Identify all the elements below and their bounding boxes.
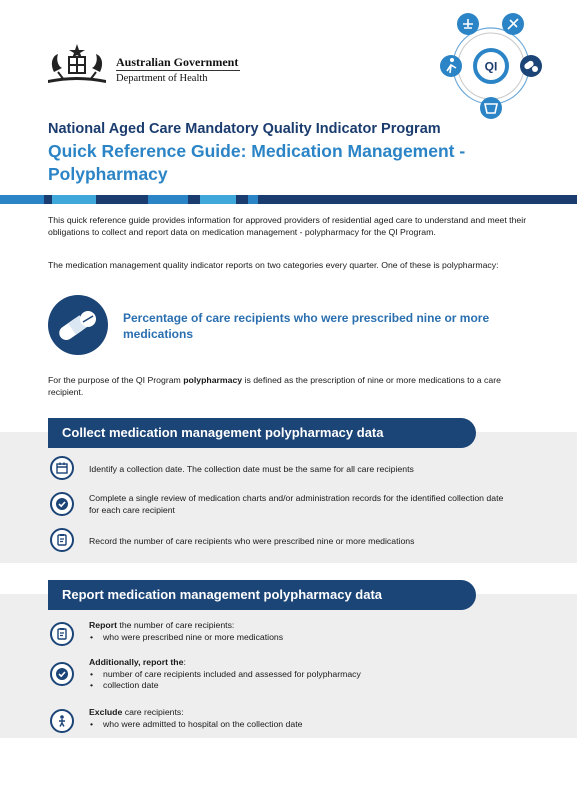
- government-name: Australian Government: [116, 55, 239, 69]
- guide-title: Quick Reference Guide: Medication Management - Polypharmacy: [48, 141, 466, 184]
- indicator-callout: Percentage of care recipients who were prescribed nine or more medications: [123, 311, 490, 341]
- qi-program-graphic: [436, 10, 546, 122]
- collect-step-3: Record the number of care recipients who were prescribed nine or more medications: [89, 536, 415, 546]
- list-item: • who were prescribed nine or more medications: [89, 632, 509, 644]
- clipboard-icon: [50, 528, 74, 552]
- intro-paragraph: This quick reference guide provides information for approved providers of residential aged care to understand and meet their obligations to collect and report data on medication management - polypharmacy for the QI Program.: [48, 215, 527, 237]
- definition-paragraph: For the purpose of the QI Program polypharmacy is defined as the prescription of nine or more medications to a care recipient.: [48, 375, 501, 397]
- falls-icon: [440, 55, 462, 77]
- header-stripe: [0, 195, 577, 204]
- list-item: • collection date: [89, 680, 509, 692]
- checkmark-icon: [50, 662, 74, 686]
- report-item-2: Additionally, report the: • number of care recipients included and assessed for polypharmacy • collection date: [89, 657, 509, 692]
- hospital-exit-icon: [50, 709, 74, 733]
- medication-icon: [48, 295, 108, 355]
- list-item: • who were admitted to hospital on the collection date: [89, 719, 509, 731]
- collect-step-2: Complete a single review of medication charts and/or administration records for the identified collection date for each care recipient: [89, 493, 504, 515]
- medication-icon: [520, 55, 542, 77]
- coat-of-arms-logo: [46, 42, 108, 86]
- checkmark-icon: [50, 492, 74, 516]
- intro-paragraph-2: The medication management quality indicator reports on two categories every quarter. One of these is polypharmacy:: [48, 260, 499, 270]
- collect-heading: Collect medication management polypharmacy data: [48, 418, 476, 448]
- weight-loss-icon: [480, 97, 502, 119]
- divider: [116, 70, 240, 71]
- page-header: [0, 0, 577, 200]
- list-item: • number of care recipients included and assessed for polypharmacy: [89, 669, 509, 681]
- department-name: Department of Health: [116, 73, 208, 84]
- program-title: National Aged Care Mandatory Quality Indicator Program: [48, 121, 441, 137]
- svg-text:QI: QI: [484, 59, 498, 74]
- restraint-icon: [502, 13, 524, 35]
- report-heading: Report medication management polypharmacy data: [48, 580, 476, 610]
- clipboard-icon: [50, 622, 74, 646]
- pressure-injury-icon: [457, 13, 479, 35]
- report-item-1: Report the number of care recipients: • who were prescribed nine or more medications: [89, 620, 509, 643]
- report-item-3: Exclude care recipients: • who were admitted to hospital on the collection date: [89, 707, 509, 730]
- defined-term: polypharmacy: [183, 375, 243, 385]
- calendar-icon: [50, 456, 74, 480]
- collect-step-1: Identify a collection date. The collection date must be the same for all care recipients: [89, 464, 414, 474]
